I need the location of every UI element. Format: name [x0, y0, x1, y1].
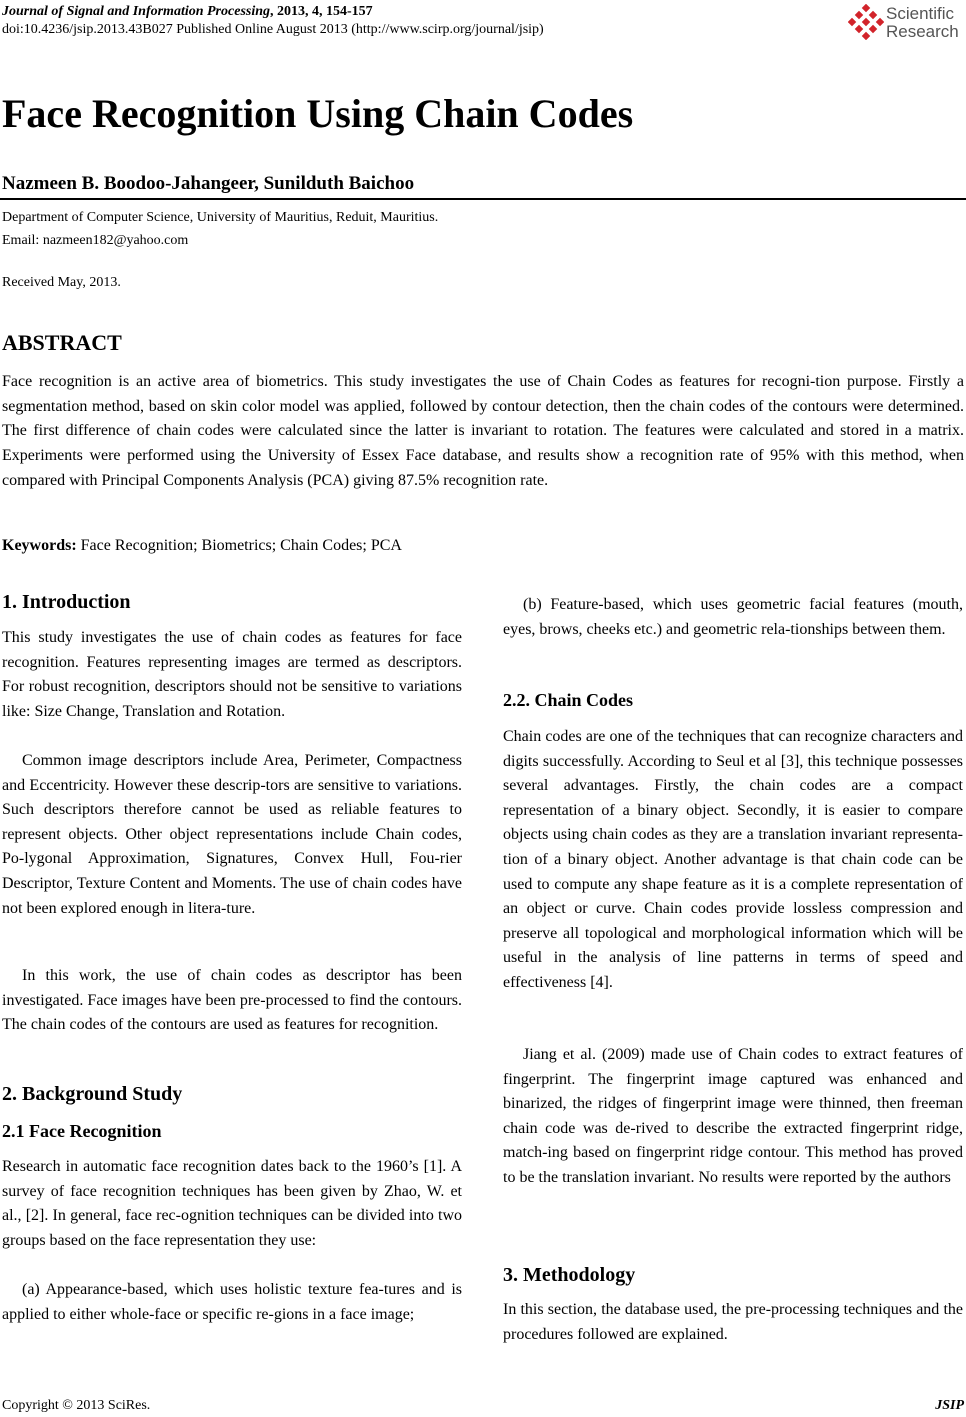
abstract-text: Face recognition is an active area of biometrics. This study investigates the use of Chain Codes as features for recogni-tion purpose. Firstly a segmentation method, based on skin color model was applied, followed by contour detection, then the chain codes of the contours were determined. The first difference of chain codes were calculated since the latter is invariant to rotation. The features were calculated and stored in a matrix. Experiments were performed using the University of Essex Face database, and results show a recognition rate of 95% with this method, when compared with Principal Components Analysis (PCA) giving 87.5% recognition rate. [2, 373, 964, 489]
keywords-label: Keywords: [2, 537, 77, 554]
chain-codes-paragraph-2: Jiang et al. (2009) made use of Chain codes to extract features of fingerprint. The fingerprint image captured was enhanced and binarized, the ridges of fingerprint image were thinned, then freeman chain code was de-rived to describe the extracted fingerprint ridge, match-ing based on fingerprint ridge contour. This method has proved to be the translation invariant. No results were reported by the authors [503, 1046, 963, 1186]
abstract-heading: ABSTRACT [2, 330, 122, 355]
chain-codes-paragraph-1: Chain codes are one of the techniques that can recognize characters and digits successfully. According to Seul et al [3], this technique possesses several advantages. Firstly, the chain codes are a compact representation of a binary object. Secondly, it is easier to compare objects using chain codes as they are a translation invariant representa-tion of a binary object. Another advantage is that chain code can be used to compute any shape feature as it is a complete representation of an object or curve. Chain codes provide lossless compression and preserve all topological and morphological information which will be useful in the analysis of line patterns in terms of speed and effectiveness [4]. [503, 728, 963, 991]
paper-authors: Nazmeen B. Boodoo-Jahangeer, Sunilduth Baichoo [2, 173, 415, 194]
doi-line: doi:10.4236/jsip.2013.43B027 Published Online August 2013 (http://www.scirp.org/journal/jsip) [2, 22, 544, 37]
subsection-heading-chain-codes: 2.2. Chain Codes [503, 690, 634, 710]
section-heading-methodology: 3. Methodology [503, 1264, 636, 1286]
intro-paragraph-1: This study investigates the use of chain codes as features for face recognition. Features representing images are termed as descriptors. For robust recognition, descriptors should not be sensitive to variations like: Size Change, Translation and Rotation. [2, 629, 462, 720]
journal-name: Journal of Signal and Information Processing [2, 4, 271, 19]
section-heading-introduction: 1. Introduction [2, 591, 131, 613]
section-heading-background: 2. Background Study [2, 1083, 183, 1105]
author-email: Email: nazmeen182@yahoo.com [2, 233, 189, 248]
journal-volume-info: , 2013, 4, 154-157 [270, 4, 373, 19]
keywords-list: Face Recognition; Biometrics; Chain Codes; PCA [76, 537, 402, 554]
logo-text-scientific: Scientific [886, 4, 955, 23]
face-recognition-paragraph-1: Research in automatic face recognition dates back to the 1960’s [1]. A survey of face recognition techniques has been given by Zhao, W. et al., [2]. In general, face rec-ognition techniques can be divided into two groups based on the face representation they use: [2, 1158, 462, 1249]
paper-title: Face Recognition Using Chain Codes [2, 91, 634, 136]
footer-copyright: Copyright © 2013 SciRes. [2, 1398, 151, 1413]
methodology-paragraph-1: In this section, the database used, the pre-processing techniques and the procedures followed are explained. [503, 1301, 963, 1343]
intro-paragraph-2: Common image descriptors include Area, Perimeter, Compactness and Eccentricity. However these descrip-tors are sensitive to variations. Such descriptors therefore cannot be used as reliable features to represent objects. Other object representations include Chain codes, Po-lygonal Approximation, Signatures, Convex Hull, Fou-rier Descriptor, Texture Content and Moments. The use of chain codes have not been explored enough in litera-ture. [2, 752, 462, 917]
logo-text-research: Research [886, 22, 959, 41]
subsection-heading-face-recognition: 2.1 Face Recognition [2, 1121, 162, 1141]
author-affiliation: Department of Computer Science, University of Mauritius, Reduit, Mauritius. [2, 210, 439, 225]
received-date: Received May, 2013. [2, 275, 121, 290]
intro-paragraph-3: In this work, the use of chain codes as descriptor has been investigated. Face images have been pre-processed to find the contours. The chain codes of the contours are used as features for recognition. [2, 967, 462, 1034]
feature-based-paragraph: (b) Feature-based, which uses geometric facial features (mouth, eyes, brows, cheeks etc.) and geometric rela-tionships between them. [503, 596, 963, 638]
footer-journal-abbrev: JSIP [935, 1398, 964, 1413]
face-recognition-paragraph-2: (a) Appearance-based, which uses holistic texture fea-tures and is applied to either whole-face or specific re-gions in a face image; [2, 1281, 462, 1323]
